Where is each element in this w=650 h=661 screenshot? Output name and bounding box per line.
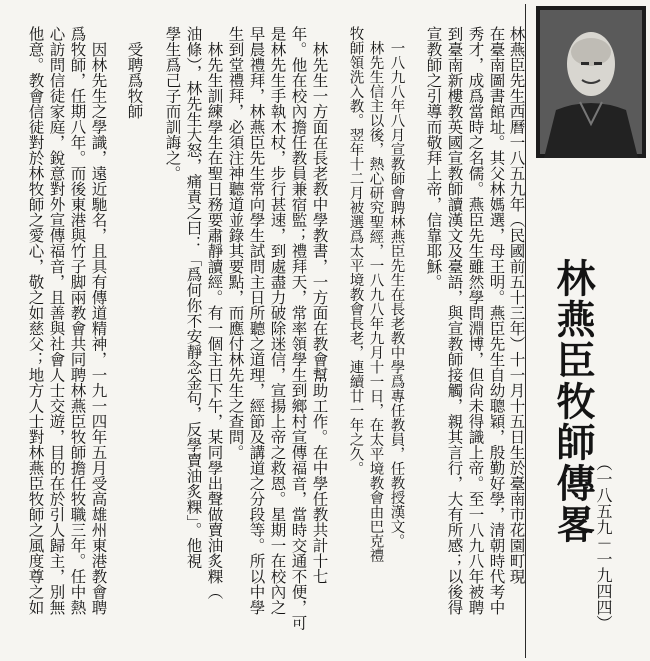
text-column: 林燕臣先生西曆一八五九年（民國前五十三年）十一月十五日生於臺南市花園町現: [507, 26, 526, 584]
text-column: 林先生訓練學生在聖日務要肅靜讀經。有一個主日下午，某同學出聲做賣油炙粿（: [205, 26, 224, 600]
portrait-photo-icon: [536, 6, 646, 158]
text-column: 秀才，成爲當時之名儒。燕臣先生雖然學問淵博，但尙未得識上帝。至一八九八年被聘: [466, 26, 485, 615]
text-column: 他意。教會信徒對於林牧師之愛心，敬之如慈父；地方人士對林燕臣牧師之風度尊之如: [26, 26, 45, 615]
text-column: 心訪問信徒家庭，銳意對外宣傳福音，且善與社會人士交遊，目的在於引人歸主，別無: [47, 26, 66, 615]
text-column: 油條），林先生大怒，痛責之曰：「爲何你不安靜念金句，反學賣油炙粿」。他視: [184, 26, 203, 569]
text-column: 一八九八年八月宣教師會聘林燕臣先生在長老教中學爲專任教員，任教授漢文。: [388, 26, 405, 548]
text-column: 到臺南新樓教英國宣教師讀漢文及臺語，與宣教師接觸，親其言行，大有所感；以後得: [445, 26, 464, 615]
text-column: 因林先生之學識，遠近馳名，且具有傳道精神，一九一四年五月受高雄州東港教會聘: [89, 26, 108, 615]
text-column: 早晨禮拜，林燕臣先生常向學生試問主日所聽之道理，經節及講道之分段等。所以中學: [247, 26, 266, 615]
text-column: 爲牧師，任期八年。而後東港與竹子脚兩教會共同聘林燕臣牧師擔任牧職三年。任中熱: [68, 26, 87, 615]
page-title: 林燕臣牧師傳畧: [550, 258, 596, 545]
text-column: 牧師領洗入教。翌年十二月被選爲太平境教會長老，連續廿一年之久。: [347, 26, 364, 476]
text-column: 學生爲己子而訓誨之。: [163, 26, 182, 181]
text-column: 年。他在校內擔任教員兼宿監；禮拜天，常率領學生到鄉村宣傳福音，當時交通不便，可: [289, 26, 308, 631]
text-column: 宣教師之引導而敬拜上帝，信靠耶穌。: [424, 26, 443, 290]
text-column: 林先生一方面在長老教中學教書，一方面在教會幫助工作。在中學任教共計十七: [310, 26, 329, 584]
text-column: 是林先生手執木杖，步行甚速，到處盡力破除迷信，宣揚上帝之救恩。星期一在校內之: [268, 26, 287, 615]
text-column: 林先生信主以後，熱心研究聖經，一八九八年九月十一日，在太平境教會由巴克禮: [367, 26, 384, 563]
text-column: 生到堂禮拜，必須注神聽道並錄其要點，而應付林先生之查問。: [226, 26, 245, 460]
section-heading: 受聘爲牧師: [125, 26, 144, 119]
portrait-photo-icon-graphic: [536, 6, 646, 158]
text-column: 在臺南圖書館址。其父林媽選，母王明。燕臣先生自幼聰穎，殷勤好學，清朝時代考中: [487, 26, 506, 615]
life-dates: （一八五九－一九四四）: [594, 455, 613, 631]
